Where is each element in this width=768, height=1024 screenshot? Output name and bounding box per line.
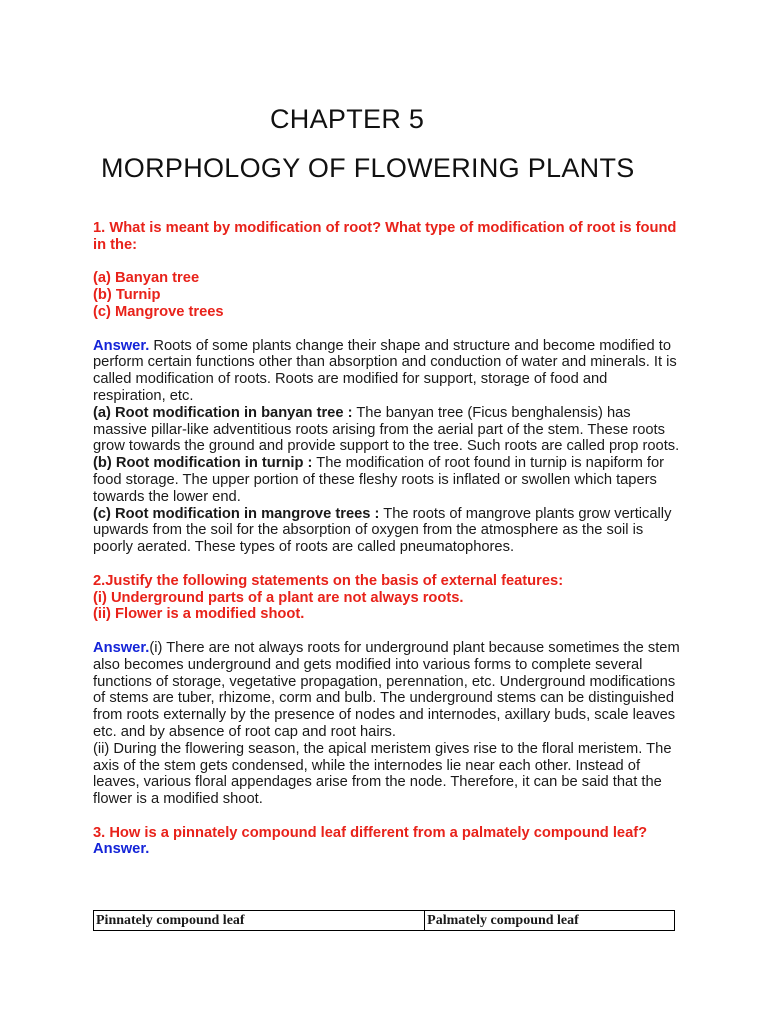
comparison-table [93, 910, 675, 931]
question-1-option-b: (b) Turnip [93, 287, 161, 304]
answer-2-part-i [93, 640, 681, 741]
question-2: 2.Justify the following statements on the basis of external features: [93, 572, 564, 589]
chapter-heading: CHAPTER 5 [270, 104, 425, 134]
question-2-statement-i: (i) Underground parts of a plant are not always roots. [93, 589, 464, 606]
answer-1-part-b-text: The modification of root found in turnip is napiform for food storage. The upper portion of these fleshy roots is inflated or swollen which tapers towards the lower end. [93, 455, 665, 505]
answer-2-part-i-text: (i) There are not always roots for underground plant because sometimes the stem also becomes underground and gets modified into various forms to complete several functions of storage, vegetative propagation, perennation, etc. Underground modifications of stems are tuber, rhizome, corm and bulb. The underground stems can be distinguished from roots externally by the presence of nodes and internodes, axillary buds, scale leaves etc. and by absence of root cap and root hairs. [93, 639, 680, 740]
answer-label: Answer. [93, 337, 150, 354]
question-1-option-c: (c) Mangrove trees [93, 303, 224, 320]
table-header-palmate: Palmately compound leaf [425, 911, 675, 931]
answer-1-part-a-heading: (a) Root modification in banyan tree : [93, 404, 353, 421]
answer-1-intro [93, 338, 681, 405]
answer-1-part-c-text: The roots of mangrove plants grow vertically upwards from the soil for the absorption of oxygen from the atmosphere as the soil is poorly aerated. These types of roots are called pneumatophores. [93, 505, 672, 556]
answer-1-part-c-heading: (c) Root modification in mangrove trees : [93, 505, 380, 522]
answer-1-intro-text: Roots of some plants change their shape and structure and become modified to perform certain functions other than absorption and conduction of water and minerals. It is called modification of roots. Roots are modified for support, storage of food and respiration, etc. [93, 337, 677, 404]
question-2-statement-ii: (ii) Flower is a modified shoot. [93, 606, 305, 623]
table-header-row [94, 911, 675, 931]
answer-1-part-b-heading: (b) Root modification in turnip : [93, 455, 313, 472]
answer-label: Answer. [93, 639, 150, 656]
table-header-pinnate: Pinnately compound leaf [94, 911, 425, 931]
answer-1-part-a [93, 405, 681, 455]
answer-2-part-ii: (ii) During the flowering season, the apical meristem gives rise to the floral meristem. The axis of the stem gets condensed, while the internodes lie near each other. Instead of leaves, various floral appendages arise from the node. Therefore, it can be said that the flower is a modified shoot. [93, 740, 672, 808]
answer-3-label: Answer. [93, 841, 150, 858]
chapter-title: MORPHOLOGY OF FLOWERING PLANTS [101, 153, 635, 183]
question-3: 3. How is a pinnately compound leaf different from a palmately compound leaf? [93, 824, 648, 841]
document-body [93, 220, 681, 858]
question-1-option-a: (a) Banyan tree [93, 270, 200, 287]
answer-1-part-b [93, 455, 681, 505]
question-1: 1. What is meant by modification of root? What type of modification of root is found in the: [93, 220, 677, 253]
answer-1-part-a-text: The banyan tree (Ficus benghalensis) has massive pillar-like adventitious roots arising from the aerial part of the stem. These roots grow towards the ground and provide support to the tree. Such roots are called prop roots. [93, 404, 680, 455]
answer-1-part-c [93, 506, 681, 556]
